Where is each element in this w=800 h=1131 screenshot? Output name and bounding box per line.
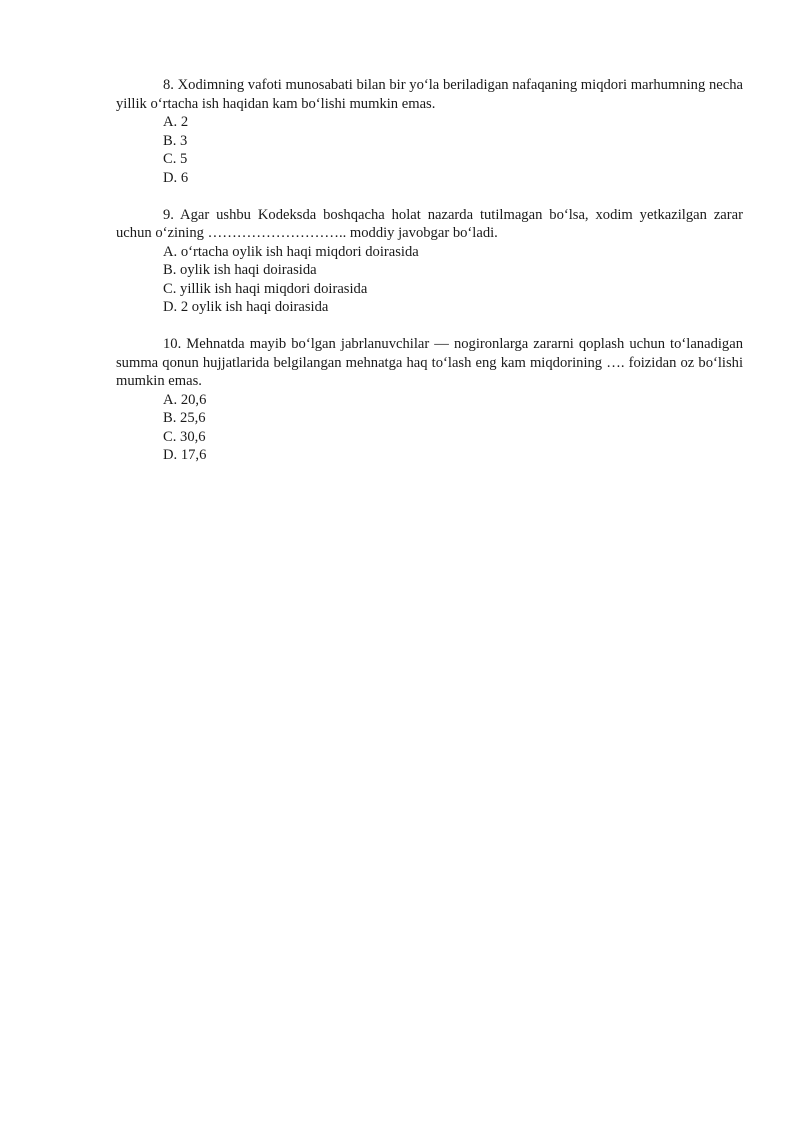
question-10	[116, 335, 743, 465]
document-page	[116, 76, 743, 483]
option-c: C. 30,6	[163, 428, 206, 445]
option-d: D. 17,6	[163, 447, 207, 463]
answer-options	[116, 113, 743, 187]
answer-options	[116, 243, 743, 317]
option-a: A. 2	[163, 114, 189, 130]
option-b: B. 25,6	[163, 410, 206, 426]
question-text: 10. Mehnatda mayib bo‘lgan jabrlanuvchilar — nogironlarga zararni qoplash uchun to‘lanadigan summa qonun hujjatlarida belgilangan mehnatga haq to‘lash eng kam miqdorining …. foizidan oz bo‘lishi mumkin emas.	[116, 336, 743, 389]
option-b: B. oylik ish haqi doirasida	[163, 262, 317, 278]
option-c: C. 5	[163, 151, 188, 167]
option-d: D. 2 oylik ish haqi doirasida	[163, 299, 329, 315]
question-9	[116, 206, 743, 317]
question-text: 8. Xodimning vafoti munosabati bilan bir yo‘la beriladigan nafaqaning miqdori marhumning necha yillik o‘rtacha ish haqidan kam bo‘lishi mumkin emas.	[116, 77, 743, 112]
question-text: 9. Agar ushbu Kodeksda boshqacha holat nazarda tutilmagan bo‘lsa, xodim yetkazilgan zarar uchun o‘zining ……………………….. moddiy javobgar bo‘ladi.	[116, 206, 743, 241]
option-c: C. yillik ish haqi miqdori doirasida	[163, 280, 368, 297]
option-a: A. o‘rtacha oylik ish haqi miqdori doirasida	[163, 243, 419, 260]
question-8	[116, 76, 743, 187]
answer-options	[116, 391, 743, 465]
option-a: A. 20,6	[163, 391, 207, 408]
option-b: B. 3	[163, 132, 188, 149]
option-d: D. 6	[163, 169, 189, 186]
